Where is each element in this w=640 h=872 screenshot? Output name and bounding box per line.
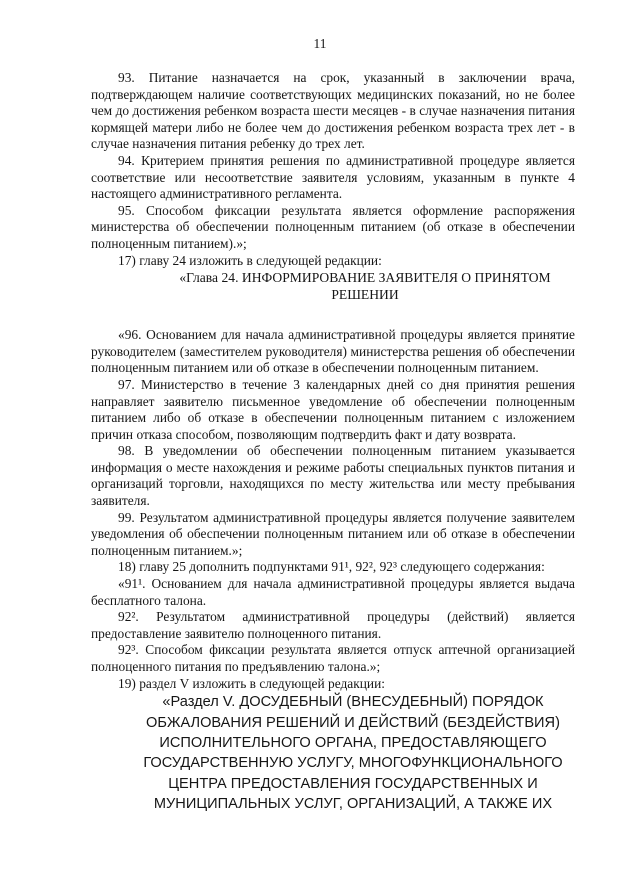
amendment-17: 17) главу 24 изложить в следующей редакции: (118, 252, 382, 268)
paragraph-96: «96. Основанием для начала административной процедуры является принятие руководителем (заместителем руководителя) министерства решения об обеспечении полноценным питанием или об отказе в обеспечении полноценным питанием. (91, 327, 575, 376)
page-number: 11 (313, 36, 327, 51)
paragraph-91-1: «91¹. Основанием для начала административной процедуры является выдача бесплатного талона. (91, 576, 575, 608)
paragraph-93: 93. Питание назначается на срок, указанный в заключении врача, подтверждающем наличие соответствующих медицинских показаний, но не более чем до достижения ребенком возраста шести месяцев - в случае назначения питания кормящей матери либо не более чем до достижения ребенком возраста трех лет - в случае назначения питания ребенку до трех лет. (91, 70, 575, 152)
document-body (91, 70, 575, 815)
chapter-24-heading: «Глава 24. ИНФОРМИРОВАНИЕ ЗАЯВИТЕЛЯ О ПРИНЯТОМ РЕШЕНИИ (179, 270, 551, 303)
spacer (91, 303, 575, 327)
paragraph-92-3: 92³. Способом фиксации результата является отпуск аптечной организацией полноценного питания по предъявлению талона.»; (91, 642, 575, 674)
paragraph-95: 95. Способом фиксации результата является оформление распоряжения министерства об обеспечении полноценным питанием (об отказе в обеспечении полноценным питанием).»; (91, 202, 575, 251)
paragraph-94: 94. Критерием принятия решения по административной процедуре является соответствие или несоответствие заявителя условиям, указанным в пункте 4 настоящего административного регламента. (91, 152, 575, 202)
amendment-19: 19) раздел V изложить в следующей редакции: (118, 675, 385, 691)
paragraph-99: 99. Результатом административной процедуры является получение заявителем уведомления об обеспечении полноценным питанием или об отказе в обеспечении полноценным питанием.»; (91, 509, 575, 558)
section-v-heading: «Раздел V. ДОСУДЕБНЫЙ (ВНЕСУДЕБНЫЙ) ПОРЯДОК ОБЖАЛОВАНИЯ РЕШЕНИЙ И ДЕЙСТВИЙ (БЕЗДЕЙСТВИЯ) ИСПОЛНИТЕЛЬНОГО ОРГАНА, ПРЕДОСТАВЛЯЮЩЕГО ГОСУДАРСТВЕННУЮ УСЛУГУ, МНОГОФУНКЦИОНАЛЬНОГО ЦЕНТРА ПРЕДОСТАВЛЕНИЯ ГОСУДАРСТВЕННЫХ И МУНИЦИПАЛЬНЫХ УСЛУГ, ОРГАНИЗАЦИЙ, А ТАКЖЕ ИХ (143, 694, 563, 813)
paragraph-97: 97. Министерство в течение 3 календарных дней со дня принятия решения направляет заявителю письменное уведомление об обеспечении полноценным питанием либо об отказе в обеспечении полноценным питанием с изложением причин отказа способом, позволяющим подтвердить факт и дату возврата. (91, 376, 575, 442)
paragraph-98: 98. В уведомлении об обеспечении полноценным питанием указывается информация о месте нахождения и режиме работы специальных пунктов питания и организаций торговли, находящихся по месту жительства или месту пребывания заявителя. (91, 443, 575, 509)
paragraph-92-2: 92². Результатом административной процедуры (действий) является предоставление заявителю полноценного питания. (91, 609, 575, 641)
amendment-18: 18) главу 25 дополнить подпунктами 91¹, 92², 92³ следующего содержания: (118, 559, 545, 575)
